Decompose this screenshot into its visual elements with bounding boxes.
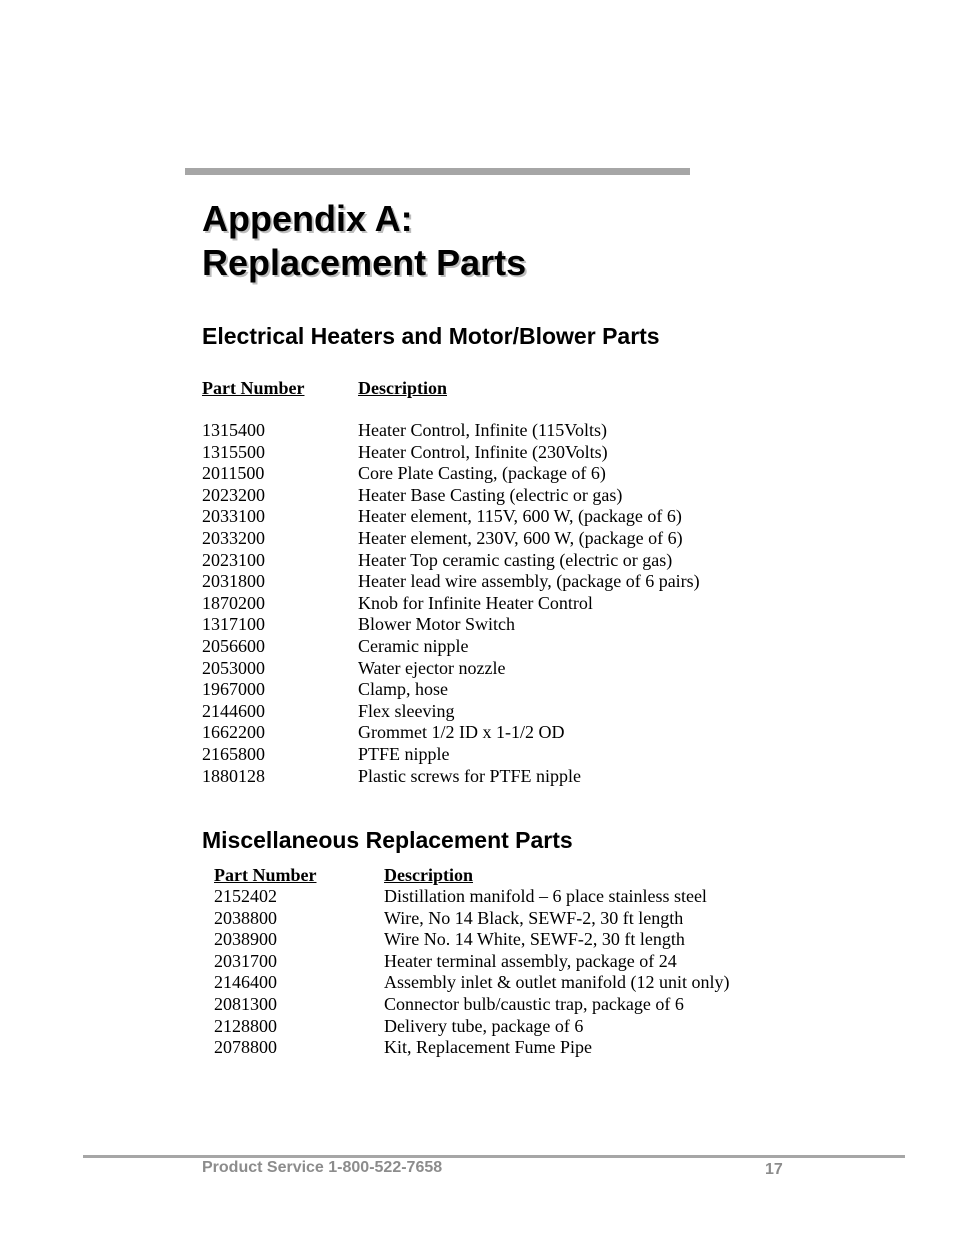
part-number: 1880128 bbox=[202, 765, 265, 786]
parts-row bbox=[214, 972, 774, 994]
misc-description-header: Description bbox=[384, 865, 473, 885]
part-description: Heater Control, Infinite (115Volts) bbox=[358, 420, 607, 440]
part-description: Plastic screws for PTFE nipple bbox=[358, 765, 581, 786]
parts-row bbox=[214, 929, 774, 951]
title-line-1: Appendix A: bbox=[202, 198, 413, 239]
misc-section-heading: Miscellaneous Replacement Parts bbox=[202, 827, 573, 853]
part-number: 2031700 bbox=[214, 950, 277, 971]
parts-row bbox=[202, 506, 762, 528]
part-description: Heater element, 230V, 600 W, (package of 6) bbox=[358, 527, 683, 548]
part-number: 2038800 bbox=[214, 907, 277, 928]
part-number: 1317100 bbox=[202, 614, 265, 635]
part-description: Blower Motor Switch bbox=[358, 614, 515, 635]
parts-row bbox=[202, 658, 762, 680]
part-description: Knob for Infinite Heater Control bbox=[358, 592, 593, 613]
part-description: Wire, No 14 Black, SEWF-2, 30 ft length bbox=[384, 907, 684, 928]
parts-row bbox=[202, 528, 762, 550]
part-description: Assembly inlet & outlet manifold (12 unit only) bbox=[384, 972, 730, 993]
part-number: 1315500 bbox=[202, 441, 265, 462]
part-description: Core Plate Casting, (package of 6) bbox=[358, 463, 606, 484]
part-description: Ceramic nipple bbox=[358, 635, 469, 656]
footer-rule bbox=[83, 1155, 905, 1158]
parts-row bbox=[202, 701, 762, 723]
part-number: 2056600 bbox=[202, 635, 265, 656]
part-description: Heater Base Casting (electric or gas) bbox=[358, 484, 623, 505]
parts-row bbox=[202, 463, 762, 485]
parts-row bbox=[202, 442, 762, 464]
parts-row bbox=[202, 722, 762, 744]
page-number: 17 bbox=[765, 1161, 783, 1178]
parts-row bbox=[202, 636, 762, 658]
electrical-description-header: Description bbox=[358, 378, 447, 398]
parts-row bbox=[202, 593, 762, 615]
parts-row bbox=[214, 951, 774, 973]
parts-row bbox=[202, 485, 762, 507]
part-number: 1662200 bbox=[202, 722, 265, 743]
parts-row bbox=[202, 550, 762, 572]
parts-row bbox=[214, 1016, 774, 1038]
misc-part-number-header: Part Number bbox=[214, 865, 317, 885]
part-description: Kit, Replacement Fume Pipe bbox=[384, 1037, 592, 1058]
header-rule bbox=[185, 168, 690, 175]
part-description: Distillation manifold – 6 place stainless steel bbox=[384, 886, 707, 906]
part-number: 2033100 bbox=[202, 506, 265, 527]
part-description: Heater lead wire assembly, (package of 6 pairs) bbox=[358, 571, 700, 592]
part-description: Connector bulb/caustic trap, package of 6 bbox=[384, 993, 684, 1014]
part-description: Delivery tube, package of 6 bbox=[384, 1015, 584, 1036]
part-description: Clamp, hose bbox=[358, 679, 448, 700]
part-number: 2165800 bbox=[202, 743, 265, 764]
parts-row bbox=[202, 679, 762, 701]
part-number: 2128800 bbox=[214, 1015, 277, 1036]
part-description: Heater Top ceramic casting (electric or gas) bbox=[358, 549, 673, 570]
part-description: Water ejector nozzle bbox=[358, 657, 506, 678]
part-number: 2053000 bbox=[202, 657, 265, 678]
part-description: PTFE nipple bbox=[358, 743, 450, 764]
parts-row bbox=[202, 614, 762, 636]
parts-row bbox=[202, 571, 762, 593]
part-number: 1967000 bbox=[202, 679, 265, 700]
misc-parts-list bbox=[214, 886, 774, 1059]
electrical-section-heading: Electrical Heaters and Motor/Blower Parts bbox=[202, 323, 660, 349]
parts-row bbox=[214, 1037, 774, 1059]
part-number: 1870200 bbox=[202, 592, 265, 613]
parts-row bbox=[202, 766, 762, 788]
part-description: Wire No. 14 White, SEWF-2, 30 ft length bbox=[384, 929, 685, 950]
part-number: 2033200 bbox=[202, 527, 265, 548]
part-number: 2152402 bbox=[214, 886, 277, 906]
electrical-part-number-header: Part Number bbox=[202, 378, 305, 398]
electrical-parts-list bbox=[202, 420, 762, 787]
parts-row bbox=[202, 744, 762, 766]
parts-row bbox=[214, 908, 774, 930]
part-number: 2081300 bbox=[214, 993, 277, 1014]
part-description: Heater element, 115V, 600 W, (package of 6) bbox=[358, 506, 682, 527]
parts-row bbox=[214, 994, 774, 1016]
part-number: 2023200 bbox=[202, 484, 265, 505]
part-description: Heater Control, Infinite (230Volts) bbox=[358, 441, 608, 462]
part-number: 2144600 bbox=[202, 700, 265, 721]
part-number: 2038900 bbox=[214, 929, 277, 950]
part-description: Grommet 1/2 ID x 1-1/2 OD bbox=[358, 722, 565, 743]
parts-row bbox=[214, 886, 774, 908]
part-number: 2146400 bbox=[214, 972, 277, 993]
part-description: Heater terminal assembly, package of 24 bbox=[384, 950, 677, 971]
page-title bbox=[202, 197, 526, 285]
title-line-2: Replacement Parts bbox=[202, 242, 527, 283]
part-number: 2011500 bbox=[202, 463, 265, 484]
part-description: Flex sleeving bbox=[358, 700, 455, 721]
footer-phone: Product Service 1-800-522-7658 bbox=[202, 1159, 443, 1176]
part-number: 2031800 bbox=[202, 571, 265, 592]
part-number: 2023100 bbox=[202, 549, 265, 570]
part-number: 1315400 bbox=[202, 420, 265, 440]
parts-row bbox=[202, 420, 762, 442]
part-number: 2078800 bbox=[214, 1037, 277, 1058]
